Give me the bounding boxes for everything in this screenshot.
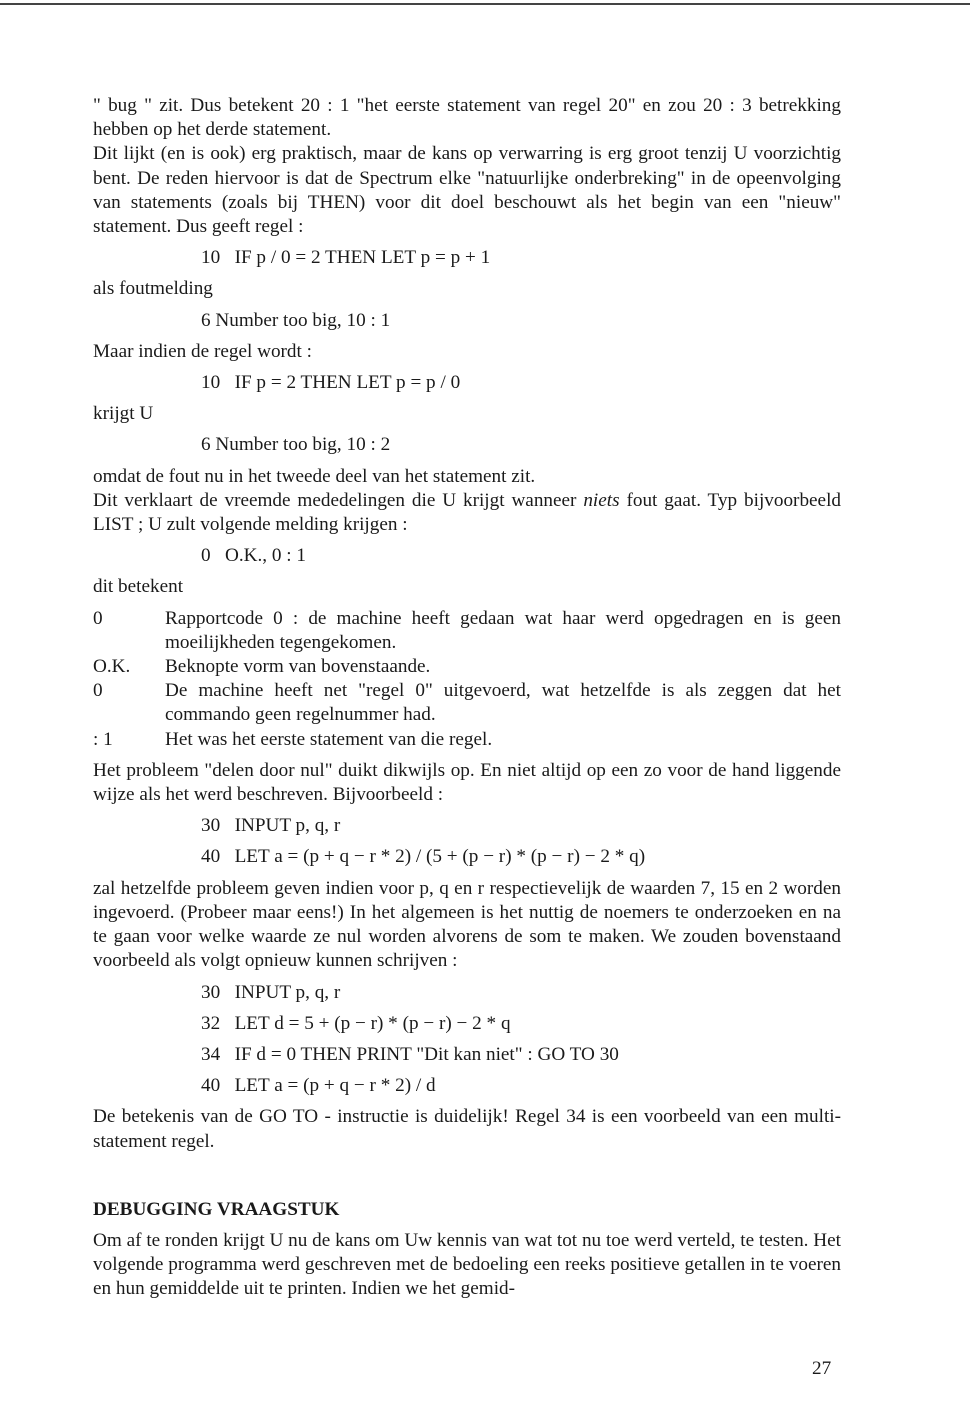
paragraph: zal hetzelfde probleem geven indien voor p, q en r respectievelijk de waarden 7, 15 en 2 worden ingevoerd. (Probeer maar eens!) In het algemeen is het nuttig de noemers te onderzoeken en na te gaan voor welke waarde ze nul worden alvorens de som te maken. We zouden bovenstaand voorbeeld als volgt opnieuw kunnen schrijven : [93,877,841,972]
report-row [93,607,841,655]
code-line: 40 LET a = (p + q − r * 2) / d [201,1075,436,1097]
report-key: O.K. [93,656,131,678]
report-key: 0 [93,607,103,629]
report-key: : 1 [93,728,113,750]
code-line: 30 INPUT p, q, r [201,981,341,1003]
page-number: 27 [812,1358,832,1379]
code-line: 34 IF d = 0 THEN PRINT "Dit kan niet" : GO TO 30 [201,1043,619,1065]
paragraph: " bug " zit. Dus betekent 20 : 1 "het eerste statement van regel 20" en zou 20 : 3 betrekking hebben op het derde statement. [93,95,841,141]
paragraph: Om af te ronden krijgt U nu de kans om Uw kennis van wat tot nu toe werd verteld, te testen. Het volgende programma werd geschreven met de bedoeling een reeks positieve getallen in te voeren en hun gemiddelde uit te printen. Indien we het gemid- [93,1229,841,1300]
paragraph: omdat de fout nu in het tweede deel van het statement zit. [93,465,536,487]
paragraph: Maar indien de regel wordt : [93,340,312,362]
top-rule [0,3,970,5]
paragraph: Het probleem "delen door nul" duikt dikwijls op. En niet altijd op een zo voor de hand liggende wijze als het werd beschreven. Bijvoorbeeld : [93,759,841,806]
report-row [93,728,841,752]
code-line: 30 INPUT p, q, r [201,815,341,837]
paragraph: krijgt U [93,403,154,425]
report-text: Rapportcode 0 : de machine heeft gedaan wat haar werd opgedragen en is geen moeilijkheden tegengekomen. [165,607,841,653]
code-line: 32 LET d = 5 + (p − r) * (p − r) − 2 * q [201,1012,511,1034]
code-line: 40 LET a = (p + q − r * 2) / (5 + (p − r) * (p − r) − 2 * q) [201,846,646,868]
report-text: Het was het eerste statement van die regel. [165,728,493,750]
paragraph: Dit lijkt (en is ook) erg praktisch, maar de kans op verwarring is erg groot tenzij U voorzichtig bent. De reden hiervoor is dat de Spectrum elke "natuurlijke onderbreking" in de opeenvolging van statements (zoals bij THEN) voor dit doel beschouwt als het begin van een "nieuw" statement. Dus geeft regel : [93,143,841,238]
code-line: 10 IF p / 0 = 2 THEN LET p = p + 1 [201,247,491,269]
report-text: De machine heeft net "regel 0" uitgevoerd, wat hetzelfde is als zeggen dat het commando geen regelnummer had. [165,680,841,726]
code-line: 0 O.K., 0 : 1 [201,545,306,567]
code-line: 6 Number too big, 10 : 1 [201,309,391,331]
paragraph: als foutmelding [93,278,213,300]
report-row [93,655,841,679]
text-span: fout gaat. Typ bijvoorbeeld LIST ; U zult volgende melding krijgen : [93,489,841,536]
code-line: 6 Number too big, 10 : 2 [201,434,391,456]
paragraph: De betekenis van de GO TO - instructie is duidelijk! Regel 34 is een voorbeeld van een multi-statement regel. [93,1106,841,1152]
page-body [93,94,841,1302]
report-row [93,679,841,727]
paragraph [93,489,841,537]
section-heading: DEBUGGING VRAAGSTUK [93,1198,340,1220]
code-line: 10 IF p = 2 THEN LET p = p / 0 [201,372,461,394]
text-span: Dit verklaart de vreemde mededelingen die U krijgt wanneer [93,489,584,511]
paragraph: dit betekent [93,576,184,598]
report-text: Beknopte vorm van bovenstaande. [165,656,431,678]
report-key: 0 [93,680,103,702]
emphasis: niets [583,489,620,511]
